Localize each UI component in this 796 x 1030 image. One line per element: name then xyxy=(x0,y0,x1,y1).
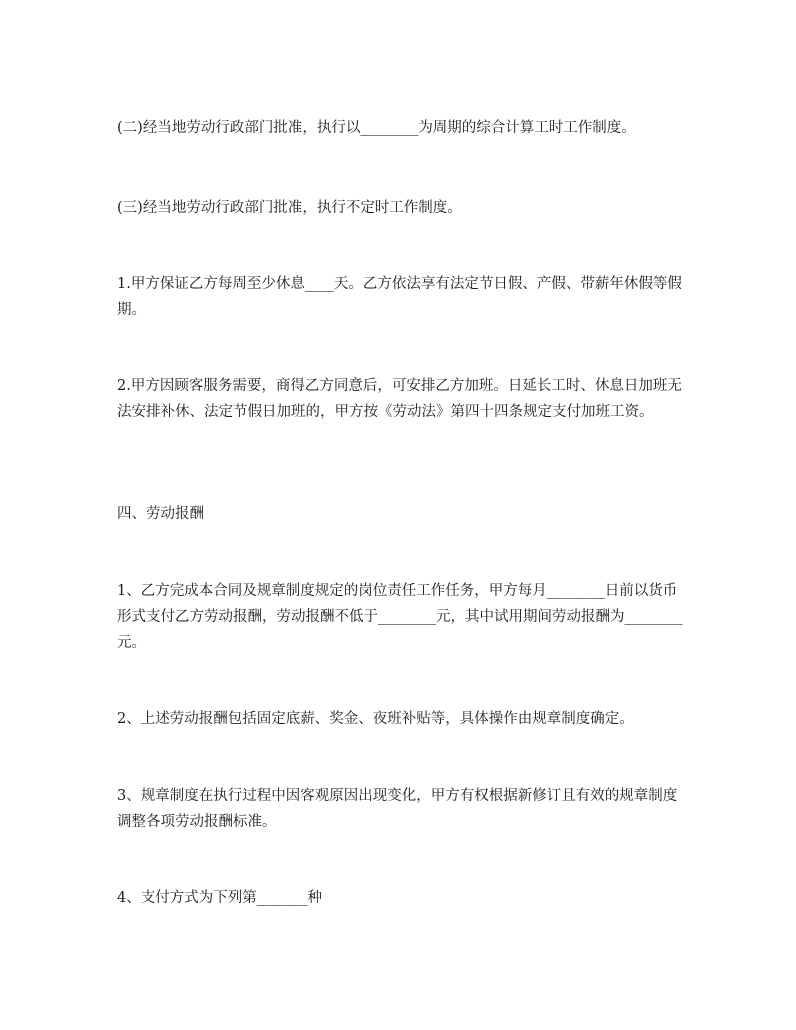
paragraph-flexible-hours: (三)经当地劳动行政部门批准，执行不定时工作制度。 xyxy=(117,200,462,216)
section-heading-remuneration: 四、劳动报酬 xyxy=(117,506,204,522)
paragraph-payment-method: 4、支付方式为下列第_______种 xyxy=(117,890,322,906)
paragraph-salary-composition: 2、上述劳动报酬包括固定底薪、奖金、夜班补贴等，具体操作由规章制度确定。 xyxy=(117,711,634,727)
paragraph-rest-days: 1.甲方保证乙方每周至少休息____天。乙方依法享有法定节日假、产假、带薪年休假等假期。 xyxy=(117,276,682,318)
paragraph-salary-payment: 1、乙方完成本合同及规章制度规定的岗位责任工作任务，甲方每月________日前以货币形式支付乙方劳动报酬，劳动报酬不低于________元，其中试用期间劳动报酬为________元。 xyxy=(117,583,683,651)
paragraph-salary-adjustment: 3、规章制度在执行过程中因客观原因出现变化，甲方有权根据新修订且有效的规章制度调整各项劳动报酬标准。 xyxy=(117,788,678,830)
paragraph-comprehensive-hours: (二)经当地劳动行政部门批准，执行以________为周期的综合计算工时工作制度。 xyxy=(117,120,636,136)
paragraph-overtime: 2.甲方因顾客服务需要，商得乙方同意后，可安排乙方加班。日延长工时、休息日加班无法安排补休、法定节假日加班的，甲方按《劳动法》第四十四条规定支付加班工资。 xyxy=(117,378,682,420)
